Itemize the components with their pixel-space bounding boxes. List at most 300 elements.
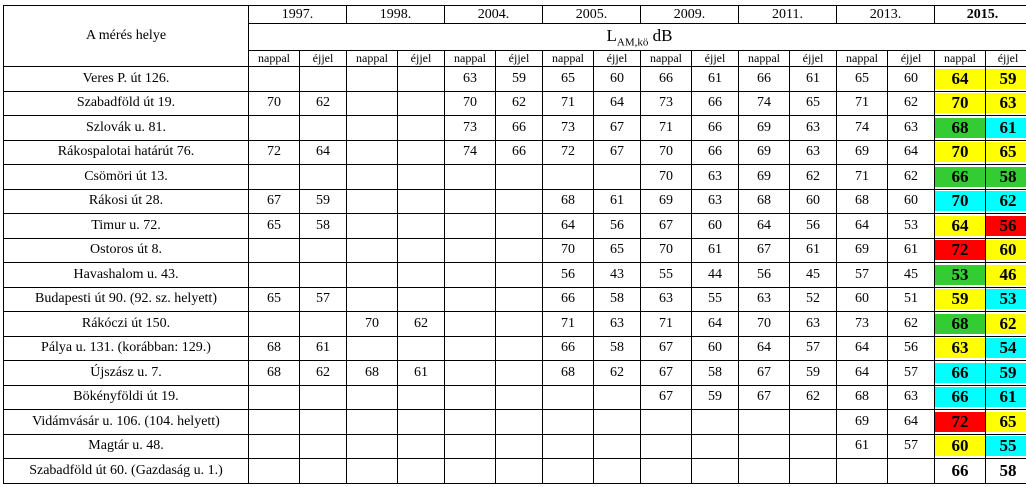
- day-value-cell: 67: [641, 385, 692, 410]
- day-value-cell: 70: [641, 238, 692, 263]
- day-value-cell: [641, 459, 692, 484]
- night-value-cell: 64: [692, 312, 739, 337]
- value-2015: 60: [986, 240, 1026, 260]
- night-label: éjjel: [986, 51, 1026, 67]
- table-row: [4, 67, 1026, 92]
- night-value-cell: [594, 459, 641, 484]
- value-2015: 61: [986, 387, 1026, 407]
- day-label: nappal: [445, 51, 496, 67]
- night-value-cell: [496, 189, 543, 214]
- night-value-cell: [300, 238, 347, 263]
- place-cell: Ostoros út 8.: [4, 238, 249, 263]
- day-value-cell: 73: [641, 91, 692, 116]
- day-value-cell: [445, 238, 496, 263]
- day-label: nappal: [543, 51, 594, 67]
- day-value-cell: 65: [543, 67, 594, 92]
- day-value-cell: [347, 434, 398, 459]
- value-2015-day-cell: [935, 214, 986, 239]
- night-label: éjjel: [496, 51, 543, 67]
- night-value-cell: 62: [300, 91, 347, 116]
- day-value-cell: [347, 165, 398, 190]
- night-value-cell: [398, 165, 445, 190]
- year-header: 2009.: [641, 6, 739, 24]
- value-2015: 70: [935, 191, 985, 211]
- noise-measurement-table: [3, 5, 1026, 484]
- place-cell: Csömöri út 13.: [4, 165, 249, 190]
- night-value-cell: [496, 214, 543, 239]
- day-value-cell: [445, 165, 496, 190]
- night-value-cell: [594, 165, 641, 190]
- table-row: [4, 91, 1026, 116]
- table-row: [4, 312, 1026, 337]
- value-2015: 66: [935, 387, 985, 407]
- place-cell: Szabadföld út 60. (Gazdaság u. 1.): [4, 459, 249, 484]
- night-value-cell: 61: [692, 67, 739, 92]
- day-value-cell: [445, 410, 496, 435]
- day-value-cell: 69: [739, 116, 790, 141]
- night-value-cell: 59: [692, 385, 739, 410]
- day-value-cell: 64: [543, 214, 594, 239]
- table-row: [4, 434, 1026, 459]
- value-2015: 61: [986, 118, 1026, 138]
- night-label: éjjel: [692, 51, 739, 67]
- day-label: nappal: [641, 51, 692, 67]
- day-value-cell: 67: [739, 361, 790, 386]
- day-value-cell: [249, 165, 300, 190]
- day-value-cell: 74: [445, 140, 496, 165]
- night-value-cell: 53: [888, 214, 935, 239]
- day-value-cell: [837, 459, 888, 484]
- day-label: nappal: [347, 51, 398, 67]
- night-value-cell: 56: [888, 336, 935, 361]
- value-2015-day-cell: [935, 238, 986, 263]
- night-value-cell: [300, 165, 347, 190]
- year-header: 2004.: [445, 6, 543, 24]
- day-value-cell: 69: [837, 140, 888, 165]
- night-value-cell: [300, 410, 347, 435]
- day-value-cell: 64: [837, 361, 888, 386]
- value-2015: 62: [986, 314, 1026, 334]
- day-value-cell: 63: [641, 287, 692, 312]
- day-value-cell: 67: [641, 214, 692, 239]
- day-value-cell: 68: [739, 189, 790, 214]
- table-row: [4, 214, 1026, 239]
- day-value-cell: 60: [837, 287, 888, 312]
- night-value-cell: [692, 410, 739, 435]
- night-value-cell: 57: [790, 336, 837, 361]
- day-value-cell: 63: [445, 67, 496, 92]
- night-value-cell: 65: [594, 238, 641, 263]
- year-header: 1997.: [249, 6, 347, 24]
- day-value-cell: 68: [837, 189, 888, 214]
- year-header: 1998.: [347, 6, 445, 24]
- night-value-cell: 60: [594, 67, 641, 92]
- day-value-cell: [249, 410, 300, 435]
- night-value-cell: [496, 459, 543, 484]
- night-value-cell: 61: [594, 189, 641, 214]
- place-cell: Veres P. út 126.: [4, 67, 249, 92]
- year-header-row: [4, 6, 1026, 24]
- night-label: éjjel: [398, 51, 445, 67]
- day-value-cell: [249, 434, 300, 459]
- day-value-cell: 71: [641, 116, 692, 141]
- value-2015: 70: [935, 142, 985, 162]
- day-label: nappal: [935, 51, 986, 67]
- value-2015-night-cell: [986, 116, 1026, 141]
- day-value-cell: [249, 116, 300, 141]
- night-label: éjjel: [888, 51, 935, 67]
- night-value-cell: 43: [594, 263, 641, 288]
- value-2015-night-cell: [986, 287, 1026, 312]
- day-value-cell: 64: [837, 214, 888, 239]
- value-2015-day-cell: [935, 361, 986, 386]
- night-value-cell: 66: [692, 116, 739, 141]
- place-cell: Bökényföldi út 19.: [4, 385, 249, 410]
- table-row: [4, 361, 1026, 386]
- day-value-cell: [445, 189, 496, 214]
- value-2015-night-cell: [986, 385, 1026, 410]
- place-cell: Timur u. 72.: [4, 214, 249, 239]
- value-2015-day-cell: [935, 385, 986, 410]
- night-value-cell: 51: [888, 287, 935, 312]
- night-value-cell: 62: [790, 385, 837, 410]
- day-value-cell: [249, 312, 300, 337]
- day-value-cell: 74: [739, 91, 790, 116]
- value-2015-day-cell: [935, 459, 986, 484]
- day-value-cell: 65: [249, 214, 300, 239]
- night-value-cell: [300, 67, 347, 92]
- night-value-cell: 66: [692, 140, 739, 165]
- day-value-cell: [347, 263, 398, 288]
- value-2015: 59: [986, 69, 1026, 89]
- value-2015: 64: [935, 216, 985, 236]
- night-value-cell: [790, 410, 837, 435]
- day-value-cell: 56: [739, 263, 790, 288]
- day-value-cell: 67: [739, 238, 790, 263]
- day-value-cell: 71: [837, 91, 888, 116]
- night-value-cell: [300, 434, 347, 459]
- night-value-cell: 66: [496, 116, 543, 141]
- value-2015: 65: [986, 142, 1026, 162]
- day-value-cell: [445, 385, 496, 410]
- night-value-cell: 57: [300, 287, 347, 312]
- table-body: [4, 6, 1026, 484]
- day-value-cell: [543, 459, 594, 484]
- night-value-cell: [398, 214, 445, 239]
- day-value-cell: [347, 238, 398, 263]
- value-2015-day-cell: [935, 165, 986, 190]
- night-value-cell: [790, 459, 837, 484]
- day-value-cell: 55: [641, 263, 692, 288]
- day-value-cell: 68: [837, 385, 888, 410]
- value-2015-day-cell: [935, 287, 986, 312]
- place-cell: Szlovák u. 81.: [4, 116, 249, 141]
- day-value-cell: 68: [347, 361, 398, 386]
- value-2015-night-cell: [986, 140, 1026, 165]
- value-2015: 58: [999, 460, 1017, 480]
- day-value-cell: 57: [837, 263, 888, 288]
- night-value-cell: [692, 459, 739, 484]
- night-value-cell: 62: [300, 361, 347, 386]
- night-value-cell: [398, 410, 445, 435]
- unit-subscript: AM,kö: [616, 36, 649, 49]
- table-row: [4, 287, 1026, 312]
- night-value-cell: [496, 287, 543, 312]
- night-value-cell: 63: [594, 312, 641, 337]
- day-value-cell: 69: [837, 410, 888, 435]
- day-value-cell: 71: [641, 312, 692, 337]
- place-cell: Vidámvásár u. 106. (104. helyett): [4, 410, 249, 435]
- day-value-cell: 67: [249, 189, 300, 214]
- day-value-cell: [347, 189, 398, 214]
- value-2015: 68: [935, 118, 985, 138]
- value-2015-night-cell: [986, 410, 1026, 435]
- day-value-cell: 71: [837, 165, 888, 190]
- value-2015: 58: [986, 167, 1026, 187]
- unit-header: [249, 24, 1026, 51]
- day-value-cell: 68: [249, 361, 300, 386]
- night-value-cell: 57: [888, 361, 935, 386]
- value-2015: 55: [986, 436, 1026, 456]
- place-cell: Havashalom u. 43.: [4, 263, 249, 288]
- night-label: éjjel: [300, 51, 347, 67]
- value-2015-night-cell: [986, 238, 1026, 263]
- night-value-cell: 64: [594, 91, 641, 116]
- day-value-cell: [445, 263, 496, 288]
- value-2015: 65: [986, 412, 1026, 432]
- day-value-cell: 70: [249, 91, 300, 116]
- day-value-cell: [445, 214, 496, 239]
- night-value-cell: 63: [790, 140, 837, 165]
- day-value-cell: [249, 263, 300, 288]
- value-2015: 66: [935, 167, 985, 187]
- night-value-cell: 61: [790, 238, 837, 263]
- night-value-cell: 63: [790, 312, 837, 337]
- night-value-cell: [398, 189, 445, 214]
- night-value-cell: 62: [888, 165, 935, 190]
- night-value-cell: 60: [790, 189, 837, 214]
- table-row: [4, 385, 1026, 410]
- year-header: 2013.: [837, 6, 935, 24]
- day-value-cell: 73: [445, 116, 496, 141]
- day-value-cell: [347, 140, 398, 165]
- night-value-cell: [496, 434, 543, 459]
- night-value-cell: [398, 263, 445, 288]
- day-value-cell: [347, 410, 398, 435]
- day-value-cell: 72: [543, 140, 594, 165]
- table-row: [4, 459, 1026, 484]
- night-value-cell: [496, 410, 543, 435]
- night-value-cell: 55: [692, 287, 739, 312]
- night-value-cell: 58: [692, 361, 739, 386]
- day-value-cell: [739, 410, 790, 435]
- night-value-cell: 60: [692, 336, 739, 361]
- day-value-cell: 65: [837, 67, 888, 92]
- value-2015-day-cell: [935, 410, 986, 435]
- night-value-cell: 61: [300, 336, 347, 361]
- night-value-cell: 57: [888, 434, 935, 459]
- day-value-cell: 68: [249, 336, 300, 361]
- day-value-cell: 64: [739, 336, 790, 361]
- value-2015: 72: [935, 412, 985, 432]
- night-value-cell: [594, 385, 641, 410]
- day-value-cell: 74: [837, 116, 888, 141]
- day-value-cell: 66: [543, 287, 594, 312]
- value-2015: 56: [986, 216, 1026, 236]
- place-cell: Budapesti út 90. (92. sz. helyett): [4, 287, 249, 312]
- night-value-cell: [398, 459, 445, 484]
- value-2015-day-cell: [935, 140, 986, 165]
- place-cell: Szabadföld út 19.: [4, 91, 249, 116]
- day-value-cell: 73: [543, 116, 594, 141]
- night-value-cell: 64: [888, 410, 935, 435]
- day-value-cell: [347, 336, 398, 361]
- place-cell: Rákóczi út 150.: [4, 312, 249, 337]
- value-2015-day-cell: [935, 434, 986, 459]
- night-value-cell: 63: [888, 385, 935, 410]
- value-2015-night-cell: [986, 459, 1026, 484]
- night-value-cell: [496, 263, 543, 288]
- night-value-cell: 62: [888, 312, 935, 337]
- day-value-cell: 69: [837, 238, 888, 263]
- value-2015-night-cell: [986, 214, 1026, 239]
- value-2015: 59: [986, 363, 1026, 383]
- day-value-cell: 70: [739, 312, 790, 337]
- value-2015: 46: [986, 265, 1026, 285]
- day-value-cell: [543, 410, 594, 435]
- value-2015: 63: [935, 338, 985, 358]
- night-value-cell: 66: [692, 91, 739, 116]
- night-value-cell: 44: [692, 263, 739, 288]
- day-value-cell: [641, 410, 692, 435]
- value-2015-day-cell: [935, 67, 986, 92]
- day-value-cell: [543, 385, 594, 410]
- night-value-cell: [398, 67, 445, 92]
- value-2015: 66: [935, 363, 985, 383]
- night-value-cell: [398, 287, 445, 312]
- day-value-cell: [739, 459, 790, 484]
- night-value-cell: [300, 385, 347, 410]
- night-label: éjjel: [790, 51, 837, 67]
- place-cell: Magtár u. 48.: [4, 434, 249, 459]
- night-value-cell: [496, 312, 543, 337]
- day-value-cell: 73: [837, 312, 888, 337]
- value-2015: 62: [986, 191, 1026, 211]
- table-row: [4, 410, 1026, 435]
- day-value-cell: 70: [543, 238, 594, 263]
- value-2015-day-cell: [935, 116, 986, 141]
- day-value-cell: 64: [739, 214, 790, 239]
- day-value-cell: 65: [249, 287, 300, 312]
- night-value-cell: [300, 312, 347, 337]
- place-cell: Rákospalotai határút 76.: [4, 140, 249, 165]
- night-value-cell: 59: [790, 361, 837, 386]
- night-value-cell: 63: [790, 116, 837, 141]
- value-2015-night-cell: [986, 434, 1026, 459]
- night-value-cell: [692, 434, 739, 459]
- day-value-cell: [347, 214, 398, 239]
- night-value-cell: 63: [888, 116, 935, 141]
- night-value-cell: [398, 434, 445, 459]
- table-row: [4, 116, 1026, 141]
- value-2015-night-cell: [986, 91, 1026, 116]
- day-value-cell: [249, 385, 300, 410]
- night-value-cell: [594, 410, 641, 435]
- night-value-cell: [496, 361, 543, 386]
- value-2015-night-cell: [986, 312, 1026, 337]
- night-value-cell: 58: [300, 214, 347, 239]
- day-value-cell: 68: [543, 361, 594, 386]
- value-2015: 63: [986, 93, 1026, 113]
- day-value-cell: 68: [543, 189, 594, 214]
- place-column-header: A mérés helye: [4, 6, 249, 67]
- night-value-cell: 61: [398, 361, 445, 386]
- night-value-cell: 62: [496, 91, 543, 116]
- night-value-cell: [398, 140, 445, 165]
- night-value-cell: 60: [888, 67, 935, 92]
- day-value-cell: 63: [739, 287, 790, 312]
- value-2015: 59: [935, 289, 985, 309]
- day-value-cell: [641, 434, 692, 459]
- day-value-cell: 70: [641, 140, 692, 165]
- night-value-cell: [398, 238, 445, 263]
- night-value-cell: 45: [888, 263, 935, 288]
- day-value-cell: [445, 434, 496, 459]
- night-value-cell: 66: [496, 140, 543, 165]
- night-value-cell: 60: [692, 214, 739, 239]
- night-value-cell: 45: [790, 263, 837, 288]
- value-2015-night-cell: [986, 263, 1026, 288]
- day-value-cell: [347, 385, 398, 410]
- night-value-cell: [496, 238, 543, 263]
- value-2015: 68: [935, 314, 985, 334]
- day-value-cell: 66: [543, 336, 594, 361]
- night-value-cell: [300, 116, 347, 141]
- day-value-cell: 56: [543, 263, 594, 288]
- table-row: [4, 165, 1026, 190]
- day-value-cell: [347, 287, 398, 312]
- day-value-cell: [249, 459, 300, 484]
- day-value-cell: [445, 336, 496, 361]
- value-2015: 53: [986, 289, 1026, 309]
- day-value-cell: [347, 91, 398, 116]
- value-2015-day-cell: [935, 336, 986, 361]
- place-cell: Újszász u. 7.: [4, 361, 249, 386]
- night-value-cell: 64: [888, 140, 935, 165]
- value-2015-night-cell: [986, 189, 1026, 214]
- day-value-cell: [249, 67, 300, 92]
- night-value-cell: [398, 91, 445, 116]
- day-value-cell: 70: [445, 91, 496, 116]
- day-value-cell: [347, 116, 398, 141]
- table-row: [4, 238, 1026, 263]
- day-value-cell: [445, 459, 496, 484]
- night-value-cell: [398, 116, 445, 141]
- night-value-cell: 56: [594, 214, 641, 239]
- year-header: 2005.: [543, 6, 641, 24]
- night-value-cell: 59: [496, 67, 543, 92]
- night-value-cell: [300, 459, 347, 484]
- night-value-cell: 52: [790, 287, 837, 312]
- day-value-cell: 71: [543, 91, 594, 116]
- night-value-cell: 63: [692, 189, 739, 214]
- night-value-cell: [398, 385, 445, 410]
- day-value-cell: 70: [641, 165, 692, 190]
- value-2015: 64: [935, 69, 985, 89]
- day-value-cell: 66: [641, 67, 692, 92]
- value-2015: 70: [935, 93, 985, 113]
- night-value-cell: [594, 434, 641, 459]
